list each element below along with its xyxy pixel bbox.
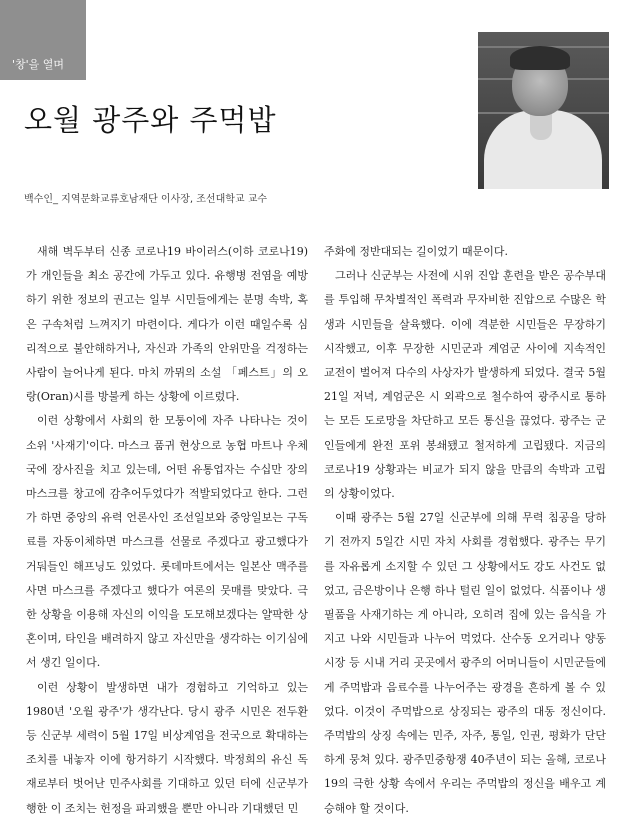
- paragraph: 주화에 정반대되는 길이었기 때문이다.: [324, 245, 509, 258]
- paragraph: 새해 벽두부터 신종 코로나19 바이러스(이하 코로나19)가 개인들을 최소 공간에 가두고 있다. 유행병 전염을 예방하기 위한 정보의 권고는 일부 시민들에게는 분명 속박, 혹은 구속처럼 느껴지기 마련이다. 게다가 이런 때일수록 심리적으로 불안해하거나, 자신과 가족의 안위만을 걱정하는 사람이 늘어나게 된다. 마치 까뮈의 소설 「페스트」의 오랑(Oran)시를 방불케 하는 상황에 이르렀다.: [26, 245, 308, 404]
- page-title: 오월 광주와 주먹밥: [24, 103, 277, 137]
- article-column-right: [324, 240, 606, 821]
- paragraph: 그러나 신군부는 사전에 시위 진압 훈련을 받은 공수부대를 투입해 무차별적인 폭력과 무자비한 진압으로 수많은 학생과 시민들을 살육했다. 이에 격분한 시민들은 무장하기 시작했고, 이후 무장한 시민군과 계엄군 사이에 지속적인 교전이 벌어져 다수의 사상자가 발생하게 되었다. 결국 5월 21일 저녁, 계엄군은 시 외곽으로 철수하여 광주시로 통하는 모든 도로망을 차단하고 모든 통신을 끊었다. 광주는 군인들에게 완전 포위 봉쇄됐고 철저하게 고립됐다. 지금의 코로나19 상황과는 비교가 되지 않을 만큼의 속박과 고립의 상황이었다.: [324, 269, 606, 501]
- section-tab-label: '창'을 열며: [12, 58, 65, 71]
- author-photo: [478, 32, 609, 189]
- section-tab: [0, 0, 86, 80]
- paragraph: 이런 상황이 발생하면 내가 경험하고 기억하고 있는 1980년 '오월 광주'가 생각난다. 당시 광주 시민은 전두환 등 신군부 세력이 5월 17일 비상계엄을 전국으로 확대하는 조치를 내놓자 이에 항거하기 시작했다. 박정희의 유신 독재로부터 벗어난 민주사회를 기대하고 있던 터에 신군부가 행한 이 조치는 헌정을 파괴했을 뿐만 아니라 기대했던 민: [26, 680, 308, 815]
- article-column-left: [26, 240, 308, 821]
- paragraph: 이런 상황에서 사회의 한 모퉁이에 자주 나타나는 것이 소위 '사재기'이다. 마스크 품귀 현상으로 농협 마트나 우체국에 장사진을 치고 있는데, 어떤 유통업자는 수십만 장의 마스크를 창고에 감추어두었다가 적발되었다고 한다. 그런가 하면 중앙의 유력 언론사인 조선일보와 중앙일보는 구독료를 자동이체하면 마스크를 선물로 주겠다고 광고했다가 거둬들인 해프닝도 있었다. 롯데마트에서는 일본산 맥주를 사면 마스크를 주겠다고 했다가 여론의 뭇매를 맞았다. 극한 상황을 이용해 자신의 이익을 도모해보겠다는 얄팍한 상혼이며, 타인을 배려하지 않고 자신만을 생각하는 이기심에서 생긴 일이다.: [26, 414, 308, 670]
- portrait-hair: [510, 46, 570, 70]
- paragraph: 이때 광주는 5월 27일 신군부에 의해 무력 침공을 당하기 전까지 5일간 시민 자치 사회를 경험했다. 광주는 무기를 자유롭게 소지할 수 있던 그 상황에서도 강도 사건도 없었고, 금은방이나 은행 하나 털린 일이 없었다. 식품이나 생필품을 사재기하는 게 아니라, 오히려 집에 있는 음식을 가지고 나와 시민들과 나누어 먹었다. 산수동 오거리나 양동시장 등 시내 거리 곳곳에서 광주의 어머니들이 시민군들에게 주먹밥과 음료수를 나누어주는 광경을 흔하게 볼 수 있었다. 이것이 주먹밥으로 상징되는 광주의 대동 정신이다. 주먹밥의 상징 속에는 민주, 자주, 통일, 인권, 평화가 단단하게 뭉쳐 있다. 광주민중항쟁 40주년이 되는 올해, 코로나19의 극한 상황 속에서 우리는 주먹밥의 정신을 배우고 계승해야 할 것이다.: [324, 511, 606, 815]
- author-byline: 백수인_ 지역문화교류호남재단 이사장, 조선대학교 교수: [24, 194, 268, 205]
